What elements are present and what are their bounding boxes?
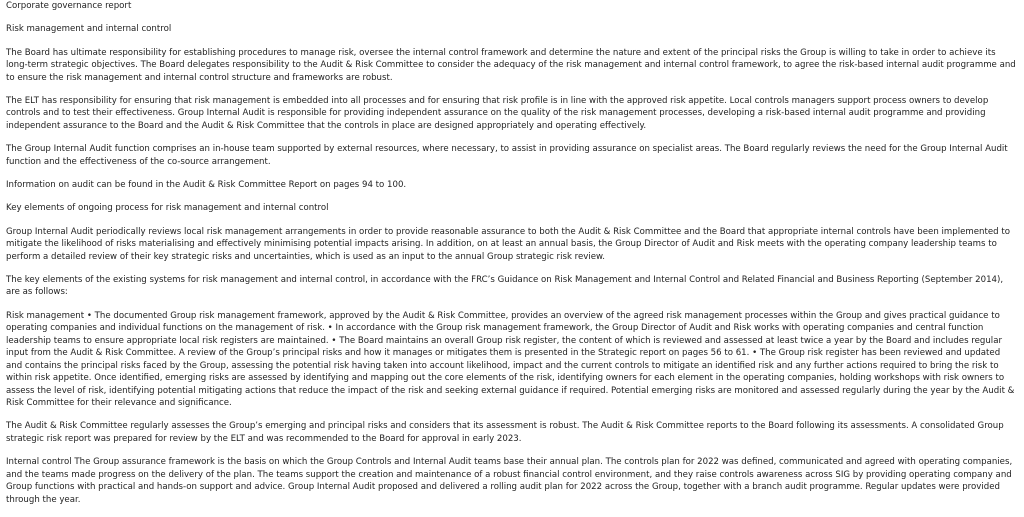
paragraph-risk-management: Risk management • The documented Group risk management framework, approved by the Audit & Risk Committee, provides an overview of the agreed risk management processes within the Group and gives practical guidance to operating companies and individual functions on the management of risk. • In accordance with the Group risk management framework, the Group Director of Audit and Risk works with operating companies and central function leadership teams to ensure appropriate local risk registers are maintained. • The Board maintains an overall Group risk register, the content of which is reviewed and assessed at least twice a year by the Board and includes regular input from the Audit & Risk Committee. A review of the Group’s principal risks and how it manages or mitigates them is presented in the Strategic report on pages 56 to 61. • The Group risk register has been reviewed and updated and contains the principal risks faced by the Group, assessing the potential risk having taken into account likelihood, impact and the current controls to mitigate an identified risk and any further actions required to bring the risk to within risk appetite. Once identified, emerging risks are assessed by identifying and mapping out the core elements of the risk, identifying owners for each element in the operating companies, holding workshops with risk owners to assess the level of risk, identifying potential mitigating actions that reduce the impact of the risk and seeking external guidance if required. Potential emerging risks are monitored and assessed regularly during the year by the Audit & Risk Committee for their relevance and significance.: [6, 310, 1015, 409]
paragraph-board-responsibility: The Board has ultimate responsibility for establishing procedures to manage risk, oversee the internal control framework and determine the nature and extent of the principal risks the Group is willing to take in order to achieve its long-term strategic objectives. The Board delegates responsibility to the Audit & Risk Committee to consider the adequacy of the risk management and internal control framework, to agree the risk-based internal audit programme and to ensure the risk management and internal control structure and frameworks are robust.: [6, 47, 1016, 83]
paragraph-committee-assessment: The Audit & Risk Committee regularly assesses the Group’s emerging and principal risks and considers that its assessment is robust. The Audit & Risk Committee reports to the Board following its assessments. A consolidated Group strategic risk report was prepared for review by the ELT and was recommended to the Board for approval in early 2023.: [6, 421, 1004, 444]
paragraph-internal-audit-function: The Group Internal Audit function comprises an in-house team supported by external resources, where necessary, to assist in providing assurance on specialist areas. The Board regularly reviews the need for the Group Internal Audit function and the effectiveness of the co-source arrangement.: [6, 144, 1008, 167]
paragraph-elt-responsibility: The ELT has responsibility for ensuring that risk management is embedded into all processes and for ensuring that risk profile is in line with the approved risk appetite. Local controls managers support process owners to develop controls and to test their effectiveness. Group Internal Audit is responsible for providing independent assurance on the quality of the risk management processes, developing a risk-based internal audit programme and providing independent assurance to the Board and the Audit & Risk Committee that the controls in place are designed appropriately and operating effectively.: [6, 95, 989, 131]
subheading-key-elements: Key elements of ongoing process for risk management and internal control: [6, 203, 329, 214]
paragraph-periodic-reviews: Group Internal Audit periodically reviews local risk management arrangements in order to provide reasonable assurance to both the Audit & Risk Committee and the Board that appropriate internal controls have been implemented to mitigate the likelihood of risks materialising and effectively minimising potential impacts arising. In addition, on at least an annual basis, the Group Director of Audit and Risk meets with the operating company leadership teams to perform a detailed review of their key strategic risks and uncertainties, which is used as an input to the annual Group strategic risk review.: [6, 226, 1010, 262]
document-body: [6, 0, 1018, 517]
paragraph-audit-info: Information on audit can be found in the Audit & Risk Committee Report on pages 94 to 100.: [6, 179, 407, 190]
report-title: Corporate governance report: [6, 1, 132, 11]
paragraph-internal-control: Internal control The Group assurance framework is the basis on which the Group Controls and Internal Audit teams base their annual plan. The controls plan for 2022 was defined, communicated and agreed with operating companies, and the teams made progress on the delivery of the plan. The teams support the creation and maintenance of a robust financial control environment, and they raise controls awareness across SIG by providing operating company and Group functions with practical and hands-on support and advice. Group Internal Audit proposed and delivered a rolling audit plan for 2022 across the Group, together with a branch audit programme. Regular updates were provided through the year.: [6, 457, 1013, 505]
section-title: Risk management and internal control: [6, 24, 172, 35]
paragraph-key-elements-intro: The key elements of the existing systems for risk management and internal control, in accordance with the FRC’s Guidance on Risk Management and Internal Control and Related Financial and Business Reporting (September 2014), are as follows:: [6, 274, 1004, 298]
